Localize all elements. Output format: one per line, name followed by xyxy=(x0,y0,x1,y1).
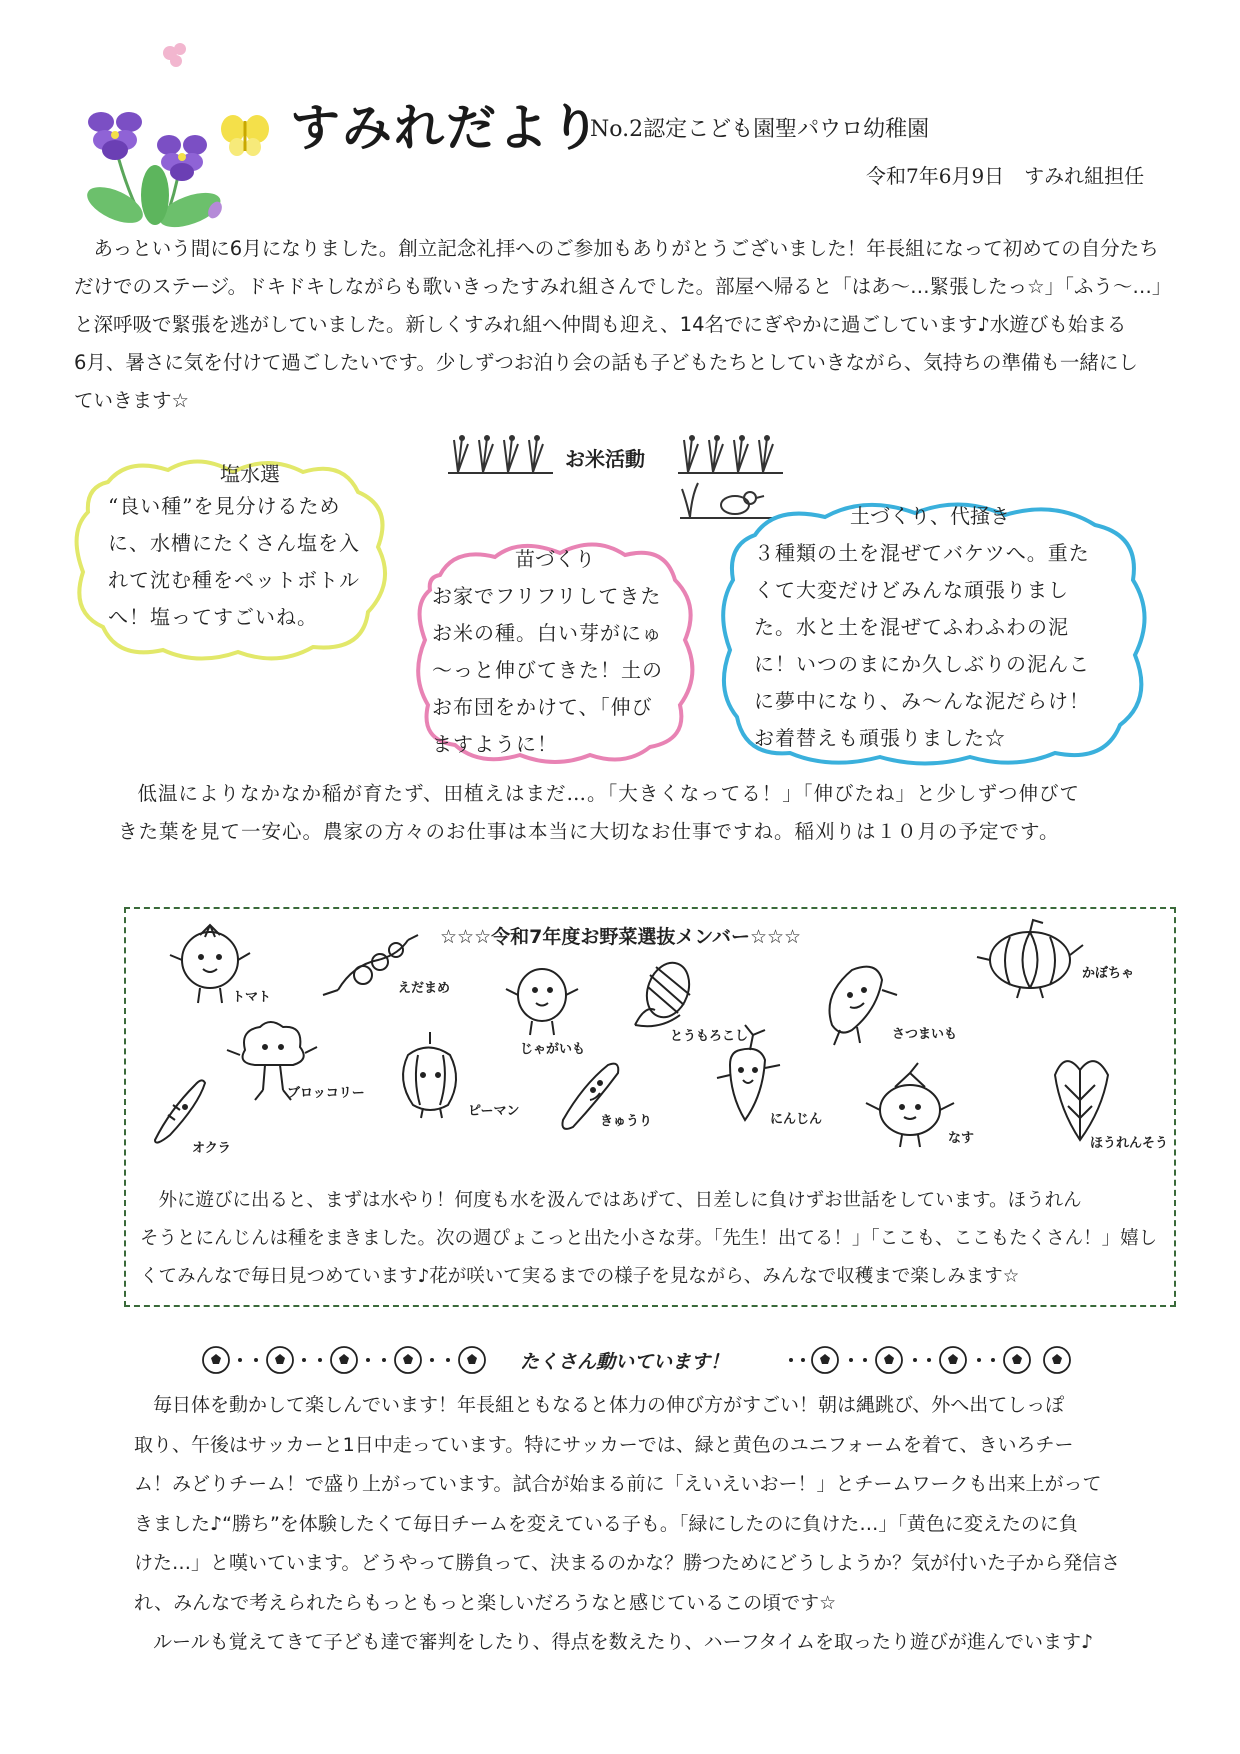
cloud-line: ～っと伸びてきた！土の xyxy=(432,658,663,682)
cloud-line: お着替えも頑張りました☆ xyxy=(754,726,1006,750)
sports-line: ルールも覚えてきて子ども達で審判をしたり、得点を数えたり、ハーフタイムを取ったり遊びが進んでいます♪ xyxy=(134,1631,1094,1653)
cloud-line: へ！塩ってすごいね。 xyxy=(108,605,318,629)
veg-line: 外に遊びに出ると、まずは水やり！何度も水を汲んではあげて、日差しに負けずお世話をしています。ほうれん xyxy=(158,1190,1082,1211)
date-teacher-line: 令和7年6月9日 すみれ組担任 xyxy=(866,164,1145,188)
cloud-line: に、水槽にたくさん塩を入 xyxy=(108,531,360,555)
cloud-line: に夢中になり、み～んな泥だらけ！ xyxy=(754,689,1090,713)
veg-label-potato: じゃがいも xyxy=(520,1042,586,1057)
rice-line: 低温によりなかなか稲が育たず、田植えはまだ…。「大きくなってる！」「伸びたね」と少しずつ伸びて xyxy=(137,782,1080,805)
cloud-line: た。水と土を混ぜてふわふわの泥 xyxy=(754,615,1069,639)
rice-plant-icon xyxy=(448,430,553,475)
cloud-title-soil: 土づくり、代掻き xyxy=(850,504,1010,528)
intro-line: だけでのステージ。ドキドキしながらも歌いきったすみれ組さんでした。部屋へ帰ると「はあ～…緊張したっ☆」「ふう～…」 xyxy=(74,275,1172,298)
cloud-line: に！いつのまにか久しぶりの泥んこ xyxy=(754,652,1090,676)
sports-line: 毎日体を動かして楽しんでいます！年長組ともなると体力の伸び方がすごい！朝は縄跳び、外へ出てしっぽ xyxy=(153,1394,1065,1416)
cloud-line: お布団をかけて、「伸び xyxy=(432,695,653,719)
soccer-ball-row-left xyxy=(200,1343,490,1377)
issue-school-line: No.2認定こども園聖パウロ幼稚園 xyxy=(590,117,930,142)
sweet-potato-icon xyxy=(812,955,902,1050)
veg-line: そうとにんじんは種をまきました。次の週ぴょこっと出た小さな芽。「先生！出てる！」「ここも、ここもたくさん！」嬉し xyxy=(140,1228,1158,1249)
intro-line: 6月、暑さに気を付けて過ごしたいです。少しずつお泊り会の話も子どもたちとしていきながら、気持ちの準備も一緒にし xyxy=(74,351,1138,374)
sports-paragraph xyxy=(134,1386,1120,1663)
veg-label-pumpkin: かぼちゃ xyxy=(1082,966,1135,981)
sports-section-title: たくさん動いています！ xyxy=(520,1351,730,1373)
veg-label-corn: とうもろこし xyxy=(670,1029,749,1044)
rice-line: きた葉を見て一安心。農家の方々のお仕事は本当に大切なお仕事ですね。稲刈りは１０月の予定です。 xyxy=(118,820,1060,843)
soccer-ball-row-right xyxy=(785,1343,1075,1377)
cloud-line: くて大変だけどみんな頑張りまし xyxy=(754,578,1069,602)
cloud-line: お家でフリフリしてきた xyxy=(432,584,662,608)
intro-line: と深呼吸で緊張を逃がしていました。新しくすみれ組へ仲間も迎え、14名でにぎやかに過ごしています♪水遊びも始まる xyxy=(74,313,1127,336)
veg-label-eggplant: なす xyxy=(948,1131,975,1146)
sports-line: けた…」と嘆いています。どうやって勝負って、決まるのかな？勝つためにどうしようか？気が付いた子から発信さ xyxy=(134,1552,1121,1574)
veg-line: くてみんなで毎日見つめています♪花が咲いて実るまでの様子を見ながら、みんなで収穫まで楽しみます☆ xyxy=(140,1266,1020,1287)
newsletter-title: すみれだより xyxy=(290,99,602,157)
cloud-text-saltwater xyxy=(108,488,360,636)
veg-label-green-pepper: ピーマン xyxy=(468,1104,520,1119)
veg-label-spinach: ほうれんそう xyxy=(1090,1136,1169,1151)
cloud-title-saltwater: 塩水選 xyxy=(220,462,280,486)
veg-label-carrot: にんじん xyxy=(770,1112,823,1127)
veg-label-edamame: えだまめ xyxy=(398,981,451,996)
intro-line: あっという間に6月になりました。創立記念礼拝へのご参加もありがとうございました！年長組になって初めての自分たち xyxy=(93,237,1159,260)
cloud-line: ３種類の土を混ぜてバケツへ。重た xyxy=(754,541,1090,565)
green-pepper-icon xyxy=(388,1030,473,1120)
intro-line: ていきます☆ xyxy=(74,389,189,412)
sports-line: きました♪“勝ち”を体験したくて毎日チームを変えている子も。「緑にしたのに負けた…」「黄色に変えたのに負 xyxy=(134,1512,1078,1535)
sports-line: ム！みどりチーム！で盛り上がっています。試合が始まる前に「えいえいおー！」とチームワークも出来上がって xyxy=(134,1473,1102,1495)
potato-icon xyxy=(500,955,585,1040)
intro-paragraph xyxy=(74,230,1174,420)
cloud-text-soil xyxy=(754,535,1090,757)
veg-label-okra: オクラ xyxy=(192,1141,231,1156)
veg-label-broccoli: ブロッコリー xyxy=(287,1086,365,1101)
cloud-line: “良い種”を見分けるため xyxy=(108,494,341,518)
cloud-line: お米の種。白い芽がにゅ xyxy=(432,621,663,645)
pumpkin-icon xyxy=(975,915,1090,1000)
cloud-line: れて沈む種をペットボトル xyxy=(108,568,360,592)
rice-followup-paragraph xyxy=(118,775,1080,851)
violet-illustration xyxy=(70,35,290,235)
vegetables-paragraph xyxy=(140,1182,1157,1296)
cloud-title-seedling: 苗づくり xyxy=(515,547,595,571)
veg-label-sweet-potato: さつまいも xyxy=(892,1027,958,1042)
rice-plant-icon xyxy=(678,430,783,475)
veg-label-cucumber: きゅうり xyxy=(600,1114,653,1129)
cloud-text-seedling xyxy=(432,578,663,763)
cloud-line: ますように！ xyxy=(432,732,558,756)
eggplant-icon xyxy=(860,1055,960,1150)
veg-label-tomato: トマト xyxy=(232,990,272,1005)
rice-section-title: お米活動 xyxy=(565,447,645,471)
sports-line: れ、みんなで考えられたらもっともっと楽しいだろうなと感じているこの頃です☆ xyxy=(134,1591,837,1614)
spinach-icon xyxy=(1040,1040,1125,1145)
vegetables-title: ☆☆☆令和7年度お野菜選抜メンバー☆☆☆ xyxy=(440,926,802,948)
sports-line: 取り、午後はサッカーと1日中走っています。特にサッカーでは、緑と黄色のユニフォームを着て、きいろチー xyxy=(134,1433,1074,1456)
